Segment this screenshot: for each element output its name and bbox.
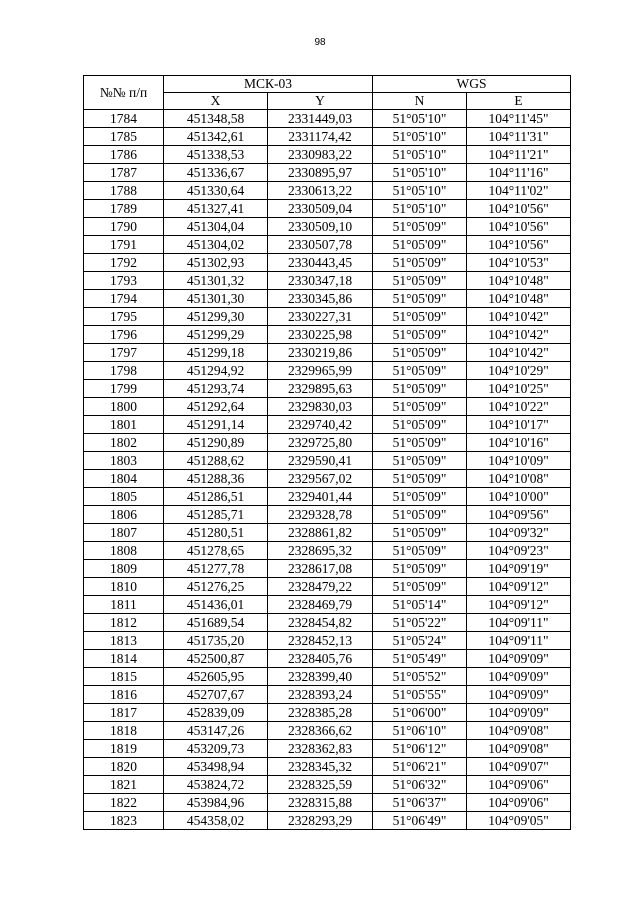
cell-y: 2330345,86: [268, 290, 373, 308]
cell-x: 451276,25: [164, 578, 268, 596]
cell-y: 2328362,83: [268, 740, 373, 758]
table-row: [84, 362, 571, 380]
cell-e: 104°09'09": [467, 650, 571, 668]
table-header: [84, 76, 571, 110]
cell-y: 2328405,76: [268, 650, 373, 668]
cell-e: 104°11'21": [467, 146, 571, 164]
cell-x: 451304,02: [164, 236, 268, 254]
cell-row-number: 1809: [84, 560, 164, 578]
cell-e: 104°09'06": [467, 776, 571, 794]
table-row: [84, 632, 571, 650]
cell-row-number: 1799: [84, 380, 164, 398]
cell-y: 2328452,13: [268, 632, 373, 650]
cell-n: 51°05'10": [373, 200, 467, 218]
table-row: [84, 722, 571, 740]
cell-row-number: 1822: [84, 794, 164, 812]
cell-x: 451292,64: [164, 398, 268, 416]
cell-x: 451301,30: [164, 290, 268, 308]
cell-n: 51°06'10": [373, 722, 467, 740]
cell-y: 2328861,82: [268, 524, 373, 542]
cell-row-number: 1817: [84, 704, 164, 722]
cell-row-number: 1810: [84, 578, 164, 596]
table-row: [84, 254, 571, 272]
cell-e: 104°10'42": [467, 308, 571, 326]
table-row: [84, 704, 571, 722]
cell-y: 2330507,78: [268, 236, 373, 254]
cell-x: 451689,54: [164, 614, 268, 632]
cell-x: 453984,96: [164, 794, 268, 812]
table-row: [84, 560, 571, 578]
table-row: [84, 110, 571, 128]
cell-y: 2329328,78: [268, 506, 373, 524]
cell-n: 51°06'32": [373, 776, 467, 794]
cell-y: 2330219,86: [268, 344, 373, 362]
cell-row-number: 1801: [84, 416, 164, 434]
table-row: [84, 686, 571, 704]
cell-y: 2331174,42: [268, 128, 373, 146]
cell-e: 104°09'12": [467, 578, 571, 596]
cell-e: 104°09'12": [467, 596, 571, 614]
cell-row-number: 1784: [84, 110, 164, 128]
cell-row-number: 1789: [84, 200, 164, 218]
cell-n: 51°05'10": [373, 182, 467, 200]
table-row: [84, 434, 571, 452]
cell-x: 451286,51: [164, 488, 268, 506]
cell-row-number: 1798: [84, 362, 164, 380]
header-y: Y: [268, 93, 373, 110]
cell-n: 51°05'52": [373, 668, 467, 686]
cell-n: 51°05'09": [373, 542, 467, 560]
cell-e: 104°09'11": [467, 614, 571, 632]
cell-y: 2329895,63: [268, 380, 373, 398]
cell-n: 51°05'09": [373, 236, 467, 254]
cell-row-number: 1800: [84, 398, 164, 416]
cell-y: 2329590,41: [268, 452, 373, 470]
table-row: [84, 794, 571, 812]
cell-y: 2329401,44: [268, 488, 373, 506]
cell-n: 51°05'09": [373, 578, 467, 596]
cell-x: 451338,53: [164, 146, 268, 164]
cell-e: 104°10'22": [467, 398, 571, 416]
cell-row-number: 1813: [84, 632, 164, 650]
table-row: [84, 578, 571, 596]
cell-n: 51°06'00": [373, 704, 467, 722]
cell-x: 451336,67: [164, 164, 268, 182]
cell-row-number: 1814: [84, 650, 164, 668]
cell-n: 51°05'10": [373, 146, 467, 164]
cell-e: 104°10'17": [467, 416, 571, 434]
page-number: 98: [314, 37, 326, 48]
cell-y: 2328345,32: [268, 758, 373, 776]
cell-x: 452707,67: [164, 686, 268, 704]
cell-x: 451348,58: [164, 110, 268, 128]
cell-x: 453209,73: [164, 740, 268, 758]
cell-n: 51°05'49": [373, 650, 467, 668]
table-row: [84, 614, 571, 632]
cell-y: 2329740,42: [268, 416, 373, 434]
cell-n: 51°06'37": [373, 794, 467, 812]
cell-e: 104°11'02": [467, 182, 571, 200]
cell-e: 104°09'09": [467, 704, 571, 722]
cell-y: 2328366,62: [268, 722, 373, 740]
cell-n: 51°05'10": [373, 128, 467, 146]
cell-n: 51°05'09": [373, 524, 467, 542]
cell-e: 104°10'08": [467, 470, 571, 488]
cell-x: 451301,32: [164, 272, 268, 290]
cell-n: 51°05'09": [373, 470, 467, 488]
cell-y: 2330509,04: [268, 200, 373, 218]
header-x: X: [164, 93, 268, 110]
cell-n: 51°06'12": [373, 740, 467, 758]
cell-x: 451330,64: [164, 182, 268, 200]
cell-x: 452605,95: [164, 668, 268, 686]
cell-y: 2330895,97: [268, 164, 373, 182]
cell-row-number: 1818: [84, 722, 164, 740]
cell-row-number: 1797: [84, 344, 164, 362]
cell-n: 51°05'22": [373, 614, 467, 632]
table-row: [84, 650, 571, 668]
cell-n: 51°05'09": [373, 488, 467, 506]
cell-n: 51°05'09": [373, 218, 467, 236]
cell-e: 104°09'09": [467, 686, 571, 704]
cell-e: 104°11'16": [467, 164, 571, 182]
cell-e: 104°10'16": [467, 434, 571, 452]
cell-y: 2328617,08: [268, 560, 373, 578]
cell-n: 51°05'09": [373, 362, 467, 380]
cell-row-number: 1815: [84, 668, 164, 686]
table-row: [84, 218, 571, 236]
cell-e: 104°10'53": [467, 254, 571, 272]
cell-e: 104°10'42": [467, 326, 571, 344]
cell-row-number: 1804: [84, 470, 164, 488]
cell-row-number: 1788: [84, 182, 164, 200]
table-row: [84, 146, 571, 164]
table-row: [84, 740, 571, 758]
cell-n: 51°05'09": [373, 560, 467, 578]
table-row: [84, 236, 571, 254]
cell-x: 451436,01: [164, 596, 268, 614]
table-row: [84, 758, 571, 776]
cell-row-number: 1803: [84, 452, 164, 470]
table-row: [84, 326, 571, 344]
cell-x: 451280,51: [164, 524, 268, 542]
cell-e: 104°10'29": [467, 362, 571, 380]
cell-x: 451278,65: [164, 542, 268, 560]
cell-e: 104°10'56": [467, 236, 571, 254]
header-row-groups: [84, 76, 571, 93]
cell-n: 51°05'09": [373, 308, 467, 326]
cell-x: 453824,72: [164, 776, 268, 794]
table-row: [84, 308, 571, 326]
cell-x: 452500,87: [164, 650, 268, 668]
cell-e: 104°09'09": [467, 668, 571, 686]
cell-x: 451288,62: [164, 452, 268, 470]
header-wgs: WGS: [373, 76, 571, 93]
cell-n: 51°05'55": [373, 686, 467, 704]
cell-row-number: 1821: [84, 776, 164, 794]
cell-row-number: 1796: [84, 326, 164, 344]
table-row: [84, 128, 571, 146]
coordinates-table: [83, 75, 571, 830]
header-msk-03: МСК-03: [164, 76, 373, 93]
cell-y: 2328454,82: [268, 614, 373, 632]
cell-x: 451288,36: [164, 470, 268, 488]
table-row: [84, 200, 571, 218]
table-row: [84, 542, 571, 560]
cell-e: 104°09'05": [467, 812, 571, 830]
cell-n: 51°05'09": [373, 380, 467, 398]
cell-e: 104°10'42": [467, 344, 571, 362]
cell-e: 104°10'48": [467, 290, 571, 308]
cell-x: 451299,30: [164, 308, 268, 326]
table-row: [84, 470, 571, 488]
cell-n: 51°05'10": [373, 164, 467, 182]
cell-y: 2328469,79: [268, 596, 373, 614]
cell-n: 51°05'24": [373, 632, 467, 650]
cell-e: 104°09'08": [467, 740, 571, 758]
cell-y: 2330983,22: [268, 146, 373, 164]
cell-row-number: 1785: [84, 128, 164, 146]
cell-row-number: 1819: [84, 740, 164, 758]
table-row: [84, 164, 571, 182]
cell-x: 453147,26: [164, 722, 268, 740]
cell-row-number: 1787: [84, 164, 164, 182]
cell-row-number: 1794: [84, 290, 164, 308]
cell-n: 51°06'21": [373, 758, 467, 776]
cell-y: 2330443,45: [268, 254, 373, 272]
cell-row-number: 1823: [84, 812, 164, 830]
table-row: [84, 344, 571, 362]
table-row: [84, 452, 571, 470]
cell-e: 104°10'09": [467, 452, 571, 470]
cell-x: 451342,61: [164, 128, 268, 146]
cell-x: 451291,14: [164, 416, 268, 434]
cell-row-number: 1812: [84, 614, 164, 632]
table-body: [84, 110, 571, 830]
cell-n: 51°05'09": [373, 326, 467, 344]
cell-y: 2328293,29: [268, 812, 373, 830]
cell-x: 451290,89: [164, 434, 268, 452]
cell-x: 451302,93: [164, 254, 268, 272]
cell-x: 452839,09: [164, 704, 268, 722]
cell-y: 2328315,88: [268, 794, 373, 812]
cell-e: 104°09'11": [467, 632, 571, 650]
cell-row-number: 1811: [84, 596, 164, 614]
table-row: [84, 398, 571, 416]
cell-row-number: 1793: [84, 272, 164, 290]
cell-n: 51°05'09": [373, 434, 467, 452]
cell-y: 2329965,99: [268, 362, 373, 380]
cell-row-number: 1791: [84, 236, 164, 254]
cell-e: 104°10'48": [467, 272, 571, 290]
cell-y: 2329830,03: [268, 398, 373, 416]
cell-n: 51°05'09": [373, 506, 467, 524]
header-n: N: [373, 93, 467, 110]
table-row: [84, 668, 571, 686]
cell-n: 51°05'09": [373, 290, 467, 308]
cell-e: 104°10'00": [467, 488, 571, 506]
cell-n: 51°05'10": [373, 110, 467, 128]
cell-x: 451299,18: [164, 344, 268, 362]
cell-e: 104°09'06": [467, 794, 571, 812]
cell-y: 2328479,22: [268, 578, 373, 596]
cell-y: 2329567,02: [268, 470, 373, 488]
cell-n: 51°05'09": [373, 254, 467, 272]
cell-e: 104°09'08": [467, 722, 571, 740]
cell-n: 51°05'09": [373, 452, 467, 470]
cell-x: 451293,74: [164, 380, 268, 398]
cell-y: 2331449,03: [268, 110, 373, 128]
cell-y: 2329725,80: [268, 434, 373, 452]
table-row: [84, 506, 571, 524]
cell-e: 104°09'07": [467, 758, 571, 776]
cell-row-number: 1820: [84, 758, 164, 776]
cell-x: 451735,20: [164, 632, 268, 650]
cell-e: 104°11'45": [467, 110, 571, 128]
cell-row-number: 1786: [84, 146, 164, 164]
cell-x: 451294,92: [164, 362, 268, 380]
table-row: [84, 776, 571, 794]
cell-row-number: 1802: [84, 434, 164, 452]
cell-y: 2328325,59: [268, 776, 373, 794]
table-row: [84, 488, 571, 506]
cell-y: 2328399,40: [268, 668, 373, 686]
cell-y: 2328393,24: [268, 686, 373, 704]
cell-x: 451299,29: [164, 326, 268, 344]
header-e: E: [467, 93, 571, 110]
cell-e: 104°10'56": [467, 218, 571, 236]
cell-y: 2328695,32: [268, 542, 373, 560]
cell-row-number: 1790: [84, 218, 164, 236]
cell-e: 104°09'23": [467, 542, 571, 560]
cell-row-number: 1795: [84, 308, 164, 326]
cell-y: 2330225,98: [268, 326, 373, 344]
cell-e: 104°09'56": [467, 506, 571, 524]
cell-n: 51°05'14": [373, 596, 467, 614]
cell-n: 51°05'09": [373, 416, 467, 434]
table-row: [84, 380, 571, 398]
cell-x: 451277,78: [164, 560, 268, 578]
cell-x: 454358,02: [164, 812, 268, 830]
cell-y: 2330613,22: [268, 182, 373, 200]
cell-e: 104°10'56": [467, 200, 571, 218]
cell-x: 451285,71: [164, 506, 268, 524]
cell-row-number: 1816: [84, 686, 164, 704]
table-row: [84, 272, 571, 290]
cell-row-number: 1807: [84, 524, 164, 542]
cell-x: 451304,04: [164, 218, 268, 236]
table-row: [84, 290, 571, 308]
cell-y: 2328385,28: [268, 704, 373, 722]
table-row: [84, 524, 571, 542]
cell-row-number: 1808: [84, 542, 164, 560]
cell-n: 51°05'09": [373, 272, 467, 290]
cell-e: 104°09'19": [467, 560, 571, 578]
cell-e: 104°10'25": [467, 380, 571, 398]
cell-y: 2330227,31: [268, 308, 373, 326]
table-row: [84, 416, 571, 434]
cell-n: 51°05'09": [373, 398, 467, 416]
cell-n: 51°06'49": [373, 812, 467, 830]
cell-x: 453498,94: [164, 758, 268, 776]
cell-e: 104°09'32": [467, 524, 571, 542]
table-row: [84, 812, 571, 830]
cell-y: 2330347,18: [268, 272, 373, 290]
cell-row-number: 1792: [84, 254, 164, 272]
cell-y: 2330509,10: [268, 218, 373, 236]
table-row: [84, 596, 571, 614]
cell-row-number: 1805: [84, 488, 164, 506]
header-row-number: №№ п/п: [84, 76, 164, 110]
table-row: [84, 182, 571, 200]
cell-n: 51°05'09": [373, 344, 467, 362]
cell-x: 451327,41: [164, 200, 268, 218]
cell-e: 104°11'31": [467, 128, 571, 146]
cell-row-number: 1806: [84, 506, 164, 524]
